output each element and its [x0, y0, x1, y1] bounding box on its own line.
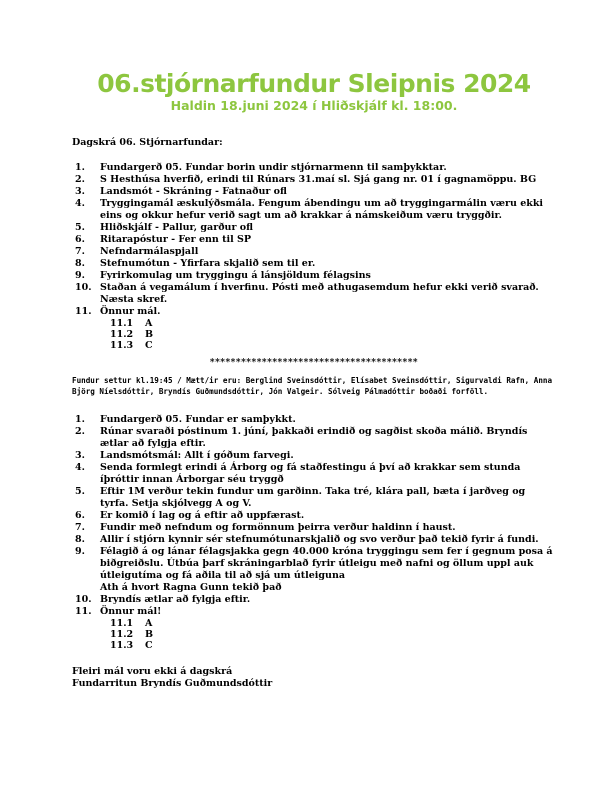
minutes-list — [72, 414, 556, 618]
item-text: C — [145, 340, 153, 351]
minutes-sub-list — [72, 618, 556, 651]
item-text: Allir í stjórn kynnir sér stefnumótunarskjalið og svo verður það tekið fyrir á fundi. — [100, 534, 539, 545]
agenda-item — [72, 246, 556, 258]
item-number: 11. — [75, 306, 92, 317]
agenda-item — [72, 198, 556, 222]
item-number: 10. — [75, 594, 92, 605]
minutes-item — [72, 426, 556, 450]
agenda-list — [72, 162, 556, 318]
minutes-item — [72, 606, 556, 618]
item-number: 6. — [75, 510, 85, 521]
item-text: A — [145, 618, 153, 629]
item-text: S Hesthúsa hverfið, erindi til Rúnars 31.maí sl. Sjá gang nr. 01 í gagnamöppu. BG — [100, 174, 537, 185]
agenda-item — [72, 186, 556, 198]
page-subtitle: Haldin 18.juni 2024 í Hliðskjálf kl. 18:00. — [170, 98, 458, 113]
item-number: 3. — [75, 186, 85, 197]
agenda-item — [72, 174, 556, 186]
item-text: Rúnar svaraði póstinum 1. júní, þakkaði erindið og sagðist skoða málið. Bryndís ætlar að fylgja eftir. — [100, 426, 528, 449]
item-text-note: Ath á hvort Ragna Gunn tekið það — [100, 582, 282, 593]
item-text: B — [145, 629, 154, 640]
attendance-note: Fundur settur kl.19:45 / Mætt/ir eru: Berglind Sveinsdóttir, Elísabet Sveinsdóttir, Sigurvaldi Rafn, Anna Björg Níelsdóttir, Bryndís Guðmundsdóttir, Jón Valgeir. Sólveig Pálmadóttir boðaði forföll. — [72, 376, 553, 396]
item-number: 11.2 — [110, 629, 134, 640]
item-number: 11.2 — [110, 329, 134, 340]
agenda-sub-list — [72, 318, 556, 351]
item-text: Hliðskjálf - Pallur, garður ofl — [100, 222, 254, 233]
item-number: 11.3 — [110, 640, 134, 651]
minutes-sub-item — [110, 618, 556, 629]
item-text-main: Félagið á og lánar félagsjakka gegn 40.000 króna tryggingu sem fer í gegnum posa á biðgreiðslu. Útbúa þarf skráningarblað fyrir útleigu með nafni og öllum uppl auk útleigutíma og fá aðila til að sjá um útleiguna — [100, 546, 553, 581]
item-number: 1. — [75, 414, 85, 425]
item-text: Landsmót - Skráning - Fatnaður ofl — [100, 186, 287, 197]
item-number: 11. — [75, 606, 92, 617]
agenda-item — [72, 162, 556, 174]
closing-notes — [72, 666, 556, 690]
item-text: B — [145, 329, 154, 340]
asterisk-divider: **************************************** — [209, 358, 419, 368]
item-number: 11.1 — [110, 318, 134, 329]
minutes-item — [72, 546, 556, 594]
item-number: 11.3 — [110, 340, 134, 351]
item-text: Bryndís ætlar að fylgja eftir. — [100, 594, 251, 605]
item-text: Landsmótsmál: Allt í góðum farvegi. — [100, 450, 294, 461]
agenda-sub-item — [110, 340, 556, 351]
agenda-item — [72, 222, 556, 234]
agenda-item — [72, 234, 556, 246]
item-number: 2. — [75, 426, 85, 437]
minutes-item — [72, 522, 556, 534]
item-number: 11.1 — [110, 618, 134, 629]
item-text: Fundargerð 05. Fundar er samþykkt. — [100, 414, 296, 425]
item-number: 8. — [75, 258, 85, 269]
agenda-item — [72, 306, 556, 318]
minutes-item — [72, 450, 556, 462]
agenda-item — [72, 282, 556, 306]
minutes-item — [72, 594, 556, 606]
minutes-item — [72, 534, 556, 546]
agenda-item — [72, 258, 556, 270]
item-number: 7. — [75, 522, 85, 533]
item-number: 2. — [75, 174, 85, 185]
item-text: Er komið í lag og á eftir að uppfærast. — [100, 510, 305, 521]
minutes-item — [72, 462, 556, 486]
page-title: 06.stjórnarfundur Sleipnis 2024 — [97, 69, 531, 98]
item-text: Senda formlegt erindi á Árborg og fá staðfestingu á því að krakkar sem stunda íþróttir innan Árborgar séu tryggð — [100, 462, 521, 485]
secretary-line: Fundarritun Bryndís Guðmundsdóttir — [72, 678, 273, 689]
item-text: Tryggingamál æskulýðsmála. Fengum ábendingu um að tryggingarmálin væru ekki eins og okkur hefur verið sagt um að krakkar á námskeiðum væru tryggðir. — [100, 198, 544, 221]
item-number: 5. — [75, 222, 85, 233]
item-text: Fundir með nefndum og formönnum þeirra verður haldinn í haust. — [100, 522, 456, 533]
item-text: Fundargerð 05. Fundar borin undir stjórnarmenn til samþykktar. — [100, 162, 447, 173]
minutes-item — [72, 486, 556, 510]
item-text: A — [145, 318, 153, 329]
item-text: Önnur mál! — [100, 606, 162, 617]
item-number: 3. — [75, 450, 85, 461]
agenda-heading: Dagskrá 06. Stjórnarfundar: — [72, 137, 223, 148]
minutes-item — [72, 510, 556, 522]
item-text: Önnur mál. — [100, 306, 161, 317]
item-number: 5. — [75, 486, 85, 497]
item-number: 7. — [75, 246, 85, 257]
item-text: Staðan á vegamálum í hverfinu. Pósti með athugasemdum hefur ekki verið svarað. Næsta skref. — [100, 282, 539, 305]
item-number: 4. — [75, 462, 85, 473]
item-text: Stefnumótun - Yfirfara skjalið sem til er. — [100, 258, 316, 269]
agenda-sub-item — [110, 318, 556, 329]
minutes-sub-item — [110, 629, 556, 640]
item-number: 9. — [75, 546, 85, 557]
item-number: 6. — [75, 234, 85, 245]
item-number: 8. — [75, 534, 85, 545]
item-text: Eftir 1M verður tekin fundur um garðinn. Taka tré, klára pall, bæta í jarðveg og tyrfa. Setja skjólvegg A og V. — [100, 486, 526, 509]
item-text: Nefndarmálaspjall — [100, 246, 199, 257]
minutes-sub-item — [110, 640, 556, 651]
item-number: 9. — [75, 270, 85, 281]
item-number: 4. — [75, 198, 85, 209]
item-number: 10. — [75, 282, 92, 293]
item-text — [100, 546, 556, 594]
agenda-sub-item — [110, 329, 556, 340]
item-text: C — [145, 640, 153, 651]
item-text: Ritarapóstur - Fer enn til SP — [100, 234, 252, 245]
item-text: Fyrirkomulag um tryggingu á lánsjöldum félagsins — [100, 270, 371, 281]
item-number: 1. — [75, 162, 85, 173]
minutes-item — [72, 414, 556, 426]
closing-line: Fleiri mál voru ekki á dagskrá — [72, 666, 233, 677]
agenda-item — [72, 270, 556, 282]
